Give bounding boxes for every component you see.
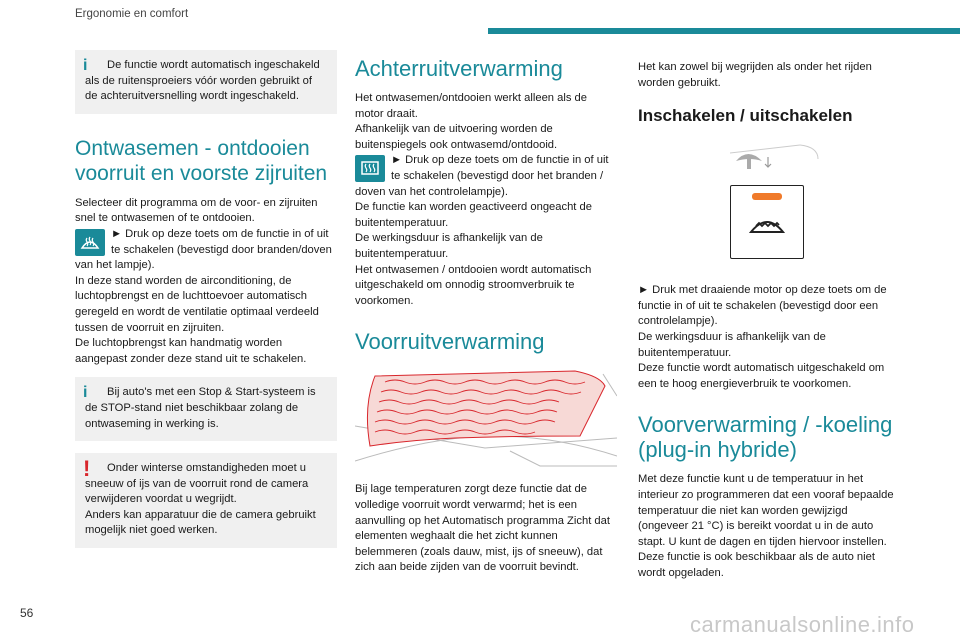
step-paragraph xyxy=(355,153,617,200)
watermark: carmanualsonline.info xyxy=(690,612,915,637)
info-note-text: Bij auto's met een Stop & Start-systeem is de STOP-stand niet beschikbaar zolang de ontwaseming in werking is. xyxy=(85,386,316,430)
section-heading-preheating: Voorverwarming / -koeling (plug-in hybride) xyxy=(638,412,893,463)
rear-defrost-icon xyxy=(355,155,385,182)
warning-note xyxy=(75,453,337,548)
section-heading-switch-on-off: Inschakelen / uitschakelen xyxy=(638,106,853,126)
column-2 xyxy=(355,50,617,576)
front-defrost-icon xyxy=(75,229,105,256)
header-bar xyxy=(488,28,960,34)
section-heading-rear-defrost: Achterruitverwarming xyxy=(355,56,563,81)
paragraph: De functie kan worden geactiveerd ongeacht de buitentemperatuur. xyxy=(355,201,592,229)
info-note xyxy=(75,50,337,114)
step-text: ► Druk met draaiende motor op deze toets om de functie in of uit te schakelen (bevestigd door een controlelampje). xyxy=(638,284,887,328)
paragraph: In deze stand worden de airconditioning, de luchtopbrengst en de luchttoevoer automatisch geregeld en wordt de ventilatie optimaal verdeeld tussen de voorruit en zijruiten. xyxy=(75,274,319,334)
step-text: ► Druk op deze toets om de functie in of uit te schakelen (bevestigd door het branden / doven van het controlelampje). xyxy=(355,154,609,198)
paragraph: Het ontwasemen / ontdooien wordt automatisch uitgeschakeld om onnodig stroomverbruik te voorkomen. xyxy=(355,263,592,307)
paragraph: Afhankelijk van de uitvoering worden de buitenspiegels ook ontwasemd/ontdooid. xyxy=(355,123,558,151)
step-text: ► Druk op deze toets om de functie in of uit te schakelen (bevestigd door branden/doven van het lampje). xyxy=(75,227,332,272)
column-3 xyxy=(638,50,900,582)
step-paragraph xyxy=(75,227,337,274)
warning-icon: ! xyxy=(83,456,91,482)
steering-wheel-icon xyxy=(730,139,900,179)
paragraph: De luchtopbrengst kan handmatig worden aangepast zonder deze stand uit te schakelen. xyxy=(75,337,307,365)
paragraph: De werkingsduur is afhankelijk van de buitentemperatuur. xyxy=(355,232,543,260)
paragraph: Het ontwasemen/ontdooien werkt alleen als de motor draait. xyxy=(355,92,587,120)
info-note xyxy=(75,377,337,441)
info-note-text: De functie wordt automatisch ingeschakeld als de ruitensproeiers vóór worden gebruikt of de achteruitversnelling wordt ingeschakeld. xyxy=(85,59,320,103)
paragraph: De werkingsduur is afhankelijk van de buitentemperatuur. xyxy=(638,330,826,359)
warning-note-text: Anders kan apparatuur die de camera gebruikt mogelijk niet goed werken. xyxy=(85,508,316,537)
column-1 xyxy=(75,50,337,560)
paragraph: Selecteer dit programma om de voor- en zijruiten snel te ontwasemen of te ontdooien. xyxy=(75,196,318,225)
section-heading-windscreen-heating: Voorruitverwarming xyxy=(355,329,545,355)
windscreen-illustration xyxy=(355,366,617,474)
paragraph: Bij lage temperaturen zorgt deze functie dat de volledige voorruit wordt verwarmd; het is een aanvulling op het Automatisch programma Zicht dat elementen weghaalt die het zicht kunnen belemmeren (zoals dauw, mist, ijs of sneeuw), dat zich aan beide zijden van de voorruit bevindt. xyxy=(355,483,610,574)
page-number: 56 xyxy=(20,606,34,620)
info-icon: i xyxy=(83,57,88,74)
paragraph: Met deze functie kunt u de temperatuur in het interieur zo programmeren dat een vooraf bepaalde temperatuur die niet kan worden gewijzigd (ongeveer 21 °C) is bereikt voordat u in de auto stapt. U kunt de dagen en tijden hiervoor instellen. Deze functie is ook beschikbaar als de auto niet wordt opgeladen. xyxy=(638,473,894,579)
section-heading-front-demist: Ontwasemen - ontdooien voorruit en voorste zijruiten xyxy=(75,136,328,185)
section-title: Ergonomie en comfort xyxy=(75,8,189,20)
windscreen-heating-button-icon xyxy=(730,185,804,259)
paragraph: Deze functie wordt automatisch uitgeschakeld om een te hoog energieverbruik te voorkomen. xyxy=(638,362,885,390)
paragraph: Het kan zowel bij wegrijden als onder het rijden worden gebruikt. xyxy=(638,61,872,89)
warning-note-text: Onder winterse omstandigheden moet u sneeuw of ijs van de voorruit rond de camera verwijderen voordat u wegrijdt. xyxy=(85,462,309,506)
info-icon: i xyxy=(83,384,88,402)
